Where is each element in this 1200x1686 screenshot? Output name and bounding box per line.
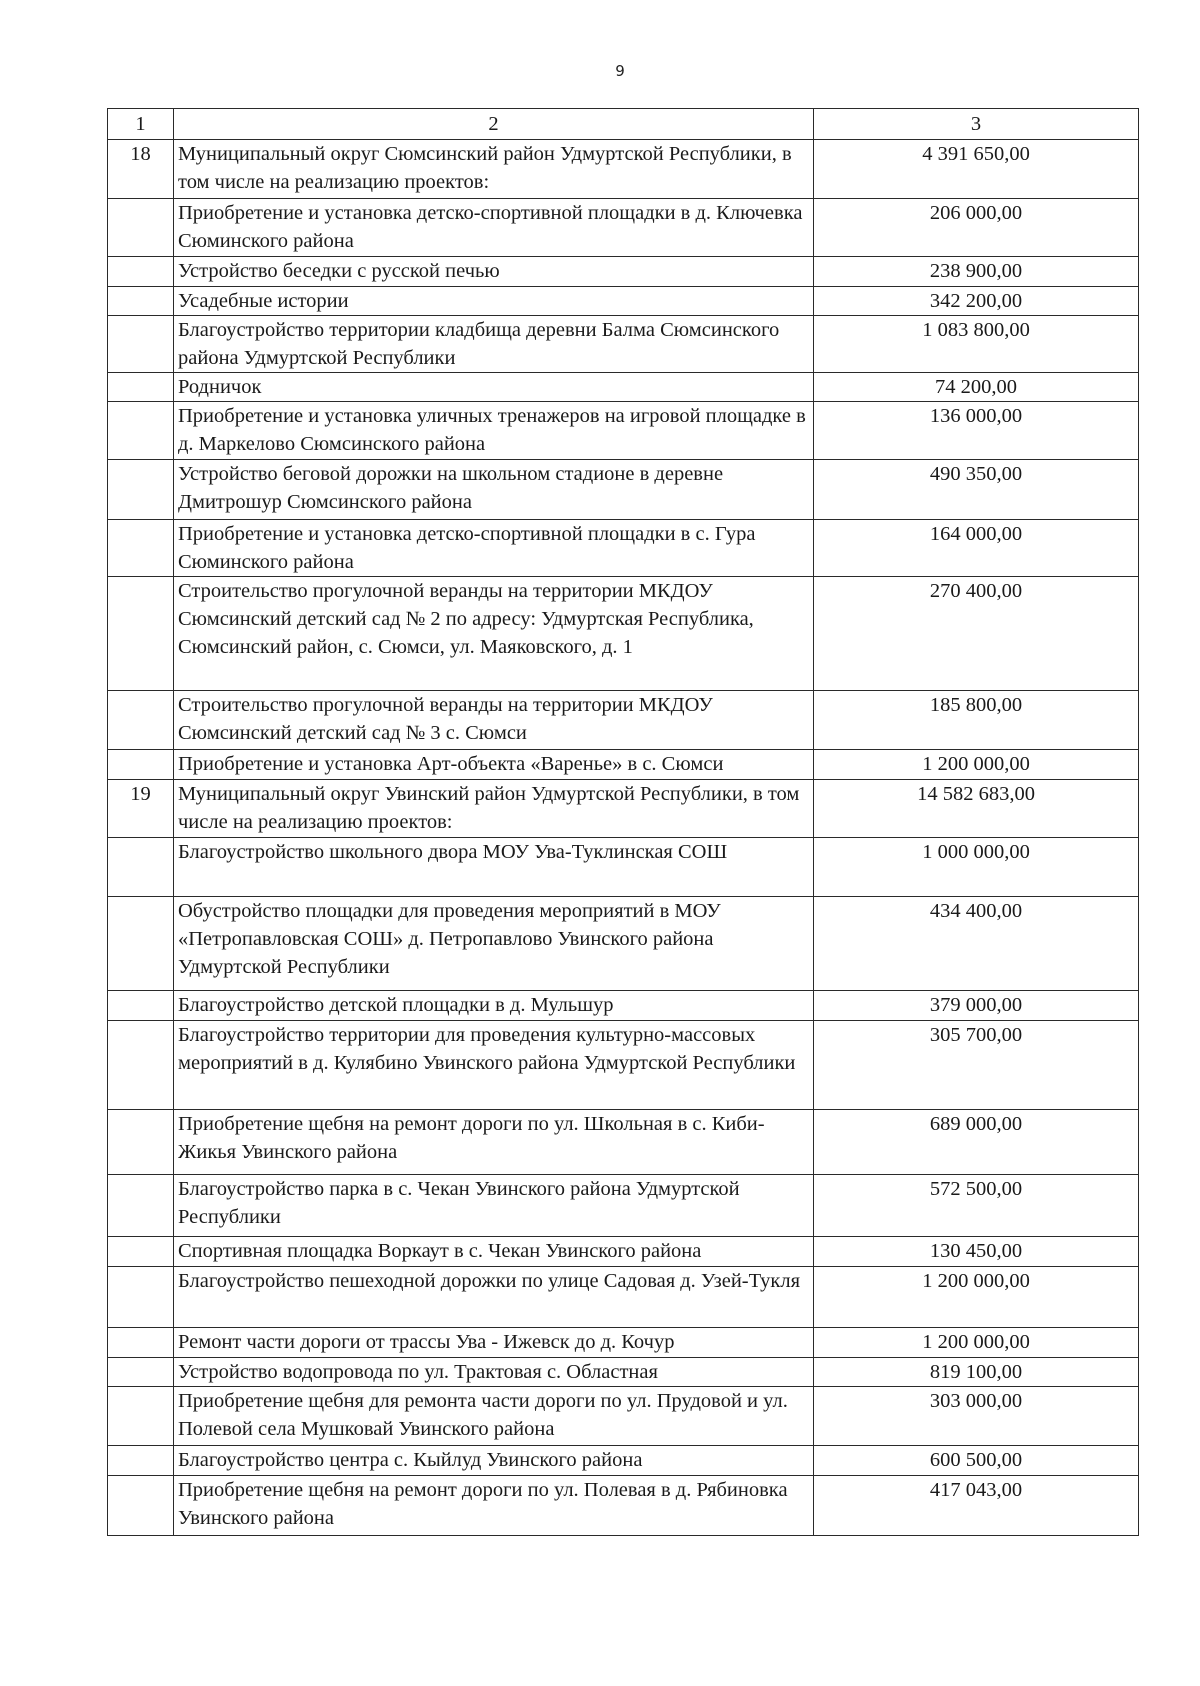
row-description: Муниципальный округ Увинский район Удмуртской Республики, в том числе на реализацию проектов:: [174, 780, 814, 838]
row-description: Благоустройство территории кладбища деревни Балма Сюмсинского района Удмуртской Республики: [174, 316, 814, 373]
row-amount: 490 350,00: [814, 460, 1139, 520]
row-amount: 342 200,00: [814, 287, 1139, 316]
row-description: Устройство беседки с русской печью: [174, 257, 814, 287]
row-amount: 185 800,00: [814, 691, 1139, 750]
table-row: [108, 780, 1139, 838]
row-description: Устройство водопровода по ул. Трактовая с. Областная: [174, 1358, 814, 1387]
row-description: Родничок: [174, 373, 814, 402]
row-amount: 270 400,00: [814, 577, 1139, 691]
row-description: Благоустройство центра с. Кыйлуд Увинского района: [174, 1446, 814, 1476]
row-amount: 572 500,00: [814, 1175, 1139, 1237]
row-amount: 600 500,00: [814, 1446, 1139, 1476]
row-number: [108, 287, 174, 316]
table-row: [108, 838, 1139, 897]
header-col-2: 2: [174, 109, 814, 140]
row-description: Благоустройство территории для проведения культурно-массовых мероприятий в д. Кулябино Увинского района Удмуртской Республики: [174, 1021, 814, 1110]
table-row: [108, 1358, 1139, 1387]
row-amount: 1 200 000,00: [814, 1267, 1139, 1328]
row-description: Благоустройство школьного двора МОУ Ува-Туклинская СОШ: [174, 838, 814, 897]
table-row: [108, 1476, 1139, 1536]
row-amount: 689 000,00: [814, 1110, 1139, 1175]
table-row: [108, 1446, 1139, 1476]
row-number: [108, 1021, 174, 1110]
row-description: Строительство прогулочной веранды на территории МКДОУ Сюмсинский детский сад № 2 по адресу: Удмуртская Республика, Сюмсинский район, с. Сюмси, ул. Маяковского, д. 1: [174, 577, 814, 691]
row-description: Благоустройство парка в с. Чекан Увинского района Удмуртской Республики: [174, 1175, 814, 1237]
row-amount: 74 200,00: [814, 373, 1139, 402]
row-number: [108, 577, 174, 691]
row-amount: 164 000,00: [814, 520, 1139, 577]
row-number: [108, 1267, 174, 1328]
table-row: [108, 316, 1139, 373]
row-number: [108, 750, 174, 780]
row-number: 19: [108, 780, 174, 838]
row-amount: 206 000,00: [814, 199, 1139, 257]
row-description: Муниципальный округ Сюмсинский район Удмуртской Республики, в том числе на реализацию проектов:: [174, 140, 814, 199]
table-row: [108, 402, 1139, 460]
row-description: Усадебные истории: [174, 287, 814, 316]
table-row: [108, 1387, 1139, 1446]
row-amount: 379 000,00: [814, 991, 1139, 1021]
table-row: [108, 1110, 1139, 1175]
row-amount: 417 043,00: [814, 1476, 1139, 1536]
row-amount: 1 200 000,00: [814, 1328, 1139, 1358]
budget-table: [107, 108, 1139, 1536]
row-description: Приобретение и установка Арт-объекта «Варенье» в с. Сюмси: [174, 750, 814, 780]
header-col-1: 1: [108, 109, 174, 140]
row-description: Приобретение и установка детско-спортивной площадки в с. Гура Сюминского района: [174, 520, 814, 577]
table-row: [108, 1021, 1139, 1110]
row-description: Благоустройство детской площадки в д. Мульшур: [174, 991, 814, 1021]
table-row: [108, 1237, 1139, 1267]
table-row: [108, 750, 1139, 780]
row-description: Приобретение щебня на ремонт дороги по ул. Полевая в д. Рябиновка Увинского района: [174, 1476, 814, 1536]
row-number: [108, 1387, 174, 1446]
table-row: [108, 140, 1139, 199]
table-row: [108, 691, 1139, 750]
row-number: [108, 520, 174, 577]
row-amount: 1 000 000,00: [814, 838, 1139, 897]
row-number: [108, 316, 174, 373]
row-amount: 1 200 000,00: [814, 750, 1139, 780]
header-row: [108, 109, 1139, 140]
row-amount: 238 900,00: [814, 257, 1139, 287]
row-description: Благоустройство пешеходной дорожки по улице Садовая д. Узей-Тукля: [174, 1267, 814, 1328]
row-number: [108, 373, 174, 402]
row-amount: 303 000,00: [814, 1387, 1139, 1446]
row-number: [108, 1175, 174, 1237]
row-amount: 434 400,00: [814, 897, 1139, 991]
row-number: [108, 1446, 174, 1476]
row-number: [108, 257, 174, 287]
row-number: [108, 897, 174, 991]
row-number: 18: [108, 140, 174, 199]
table-row: [108, 1328, 1139, 1358]
row-description: Приобретение и установка детско-спортивной площадки в д. Ключевка Сюминского района: [174, 199, 814, 257]
row-number: [108, 1237, 174, 1267]
row-amount: 4 391 650,00: [814, 140, 1139, 199]
row-number: [108, 1328, 174, 1358]
row-amount: 130 450,00: [814, 1237, 1139, 1267]
header-col-3: 3: [814, 109, 1139, 140]
table-row: [108, 897, 1139, 991]
row-description: Приобретение и установка уличных тренажеров на игровой площадке в д. Маркелово Сюмсинского района: [174, 402, 814, 460]
table-row: [108, 287, 1139, 316]
row-description: Ремонт части дороги от трассы Ува - Ижевск до д. Кочур: [174, 1328, 814, 1358]
row-number: [108, 199, 174, 257]
table-row: [108, 460, 1139, 520]
row-number: [108, 1110, 174, 1175]
row-amount: 14 582 683,00: [814, 780, 1139, 838]
table-row: [108, 991, 1139, 1021]
row-amount: 1 083 800,00: [814, 316, 1139, 373]
row-description: Устройство беговой дорожки на школьном стадионе в деревне Дмитрошур Сюмсинского района: [174, 460, 814, 520]
row-amount: 136 000,00: [814, 402, 1139, 460]
row-number: [108, 838, 174, 897]
row-number: [108, 402, 174, 460]
row-amount: 305 700,00: [814, 1021, 1139, 1110]
row-description: Приобретение щебня для ремонта части дороги по ул. Прудовой и ул. Полевой села Мушковай Увинского района: [174, 1387, 814, 1446]
row-description: Обустройство площадки для проведения мероприятий в МОУ «Петропавловская СОШ» д. Петропавлово Увинского района Удмуртской Республики: [174, 897, 814, 991]
row-description: Спортивная площадка Воркаут в с. Чекан Увинского района: [174, 1237, 814, 1267]
row-number: [108, 1476, 174, 1536]
row-number: [108, 991, 174, 1021]
page-number: 9: [615, 62, 625, 80]
row-description: Строительство прогулочной веранды на территории МКДОУ Сюмсинский детский сад № 3 с. Сюмси: [174, 691, 814, 750]
table-row: [108, 373, 1139, 402]
row-amount: 819 100,00: [814, 1358, 1139, 1387]
row-number: [108, 691, 174, 750]
row-description: Приобретение щебня на ремонт дороги по ул. Школьная в с. Киби-Жикья Увинского района: [174, 1110, 814, 1175]
table-row: [108, 1267, 1139, 1328]
table-row: [108, 257, 1139, 287]
table-row: [108, 577, 1139, 691]
row-number: [108, 1358, 174, 1387]
table-row: [108, 1175, 1139, 1237]
row-number: [108, 460, 174, 520]
table-row: [108, 520, 1139, 577]
table-row: [108, 199, 1139, 257]
